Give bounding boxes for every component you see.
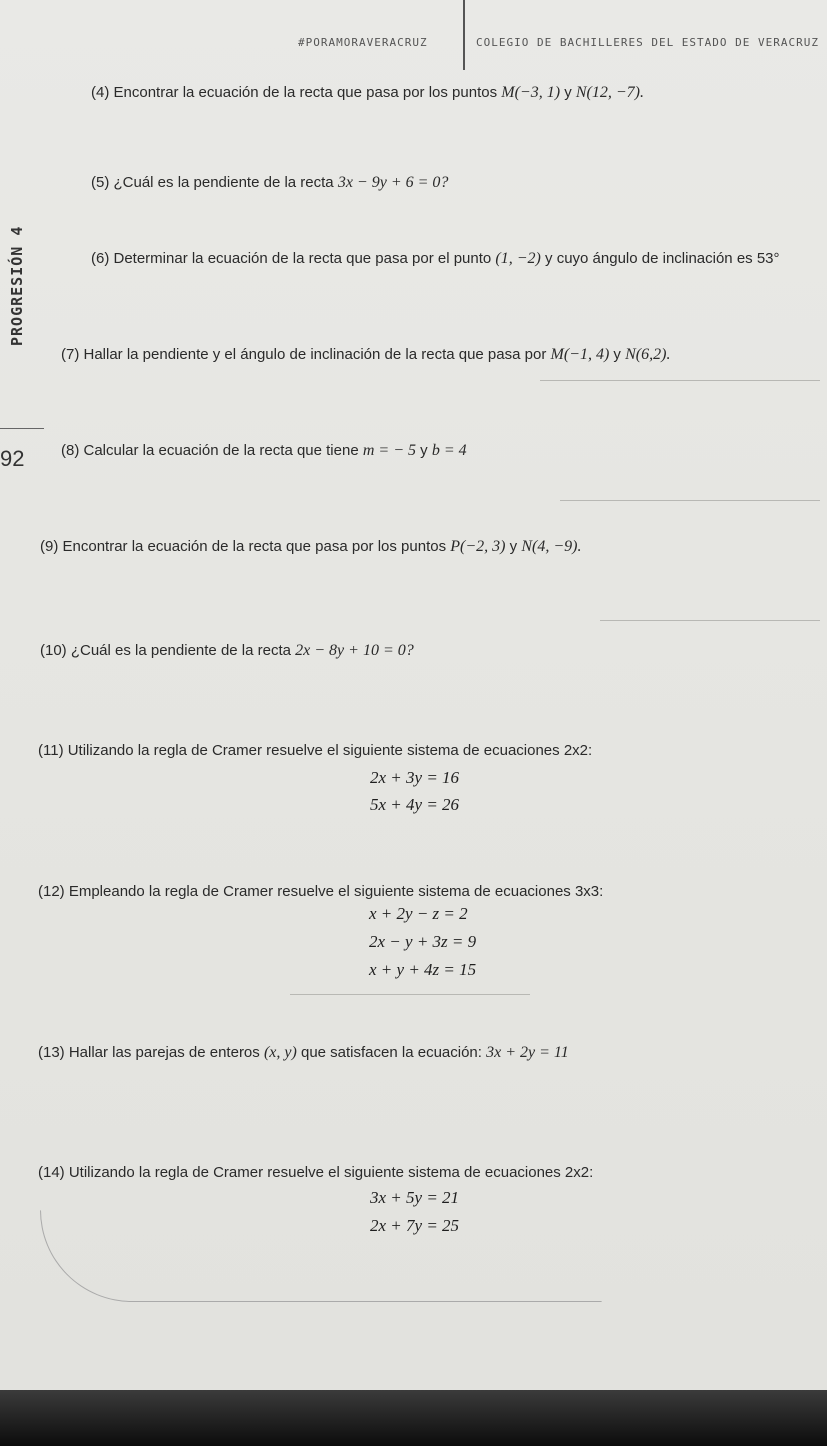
equation: 5x + 4y = 26: [370, 795, 460, 814]
sidebar-rule: [0, 428, 44, 429]
equation: 3x + 5y = 21: [370, 1188, 460, 1207]
equation: 2x − y + 3z = 9: [369, 932, 477, 951]
divider-line: [290, 994, 530, 995]
divider-line: [540, 380, 820, 381]
divider-line: [560, 500, 820, 501]
header-divider: [463, 0, 465, 70]
question-7: (7) Hallar la pendiente y el ángulo de inclinación de la recta que pasa por M(−1, 4) y N(6,2).: [61, 346, 671, 363]
question-8: (8) Calcular la ecuación de la recta que tiene m = − 5 y b = 4: [61, 442, 467, 459]
page-number: 92: [0, 446, 25, 471]
question-4: (4) Encontrar la ecuación de la recta que pasa por los puntos M(−3, 1) y N(12, −7).: [91, 84, 644, 101]
question-12: (12) Empleando la regla de Cramer resuelve el siguiente sistema de ecuaciones 3x3:: [38, 883, 604, 900]
photo-dark-edge: [0, 1390, 827, 1446]
question-5: (5) ¿Cuál es la pendiente de la recta 3x − 9y + 6 = 0?: [91, 174, 449, 191]
question-13: (13) Hallar las parejas de enteros (x, y) que satisfacen la ecuación: 3x + 2y = 11: [38, 1044, 569, 1061]
hashtag-label: #PORAMORAVERACRUZ: [298, 36, 428, 49]
equation: x + 2y − z = 2: [369, 904, 468, 923]
question-10: (10) ¿Cuál es la pendiente de la recta 2x − 8y + 10 = 0?: [40, 642, 414, 659]
equation: 2x + 7y = 25: [370, 1216, 460, 1235]
equation: x + y + 4z = 15: [369, 960, 477, 979]
question-9: (9) Encontrar la ecuación de la recta que pasa por los puntos P(−2, 3) y N(4, −9).: [40, 538, 582, 555]
equation: 2x + 3y = 16: [370, 768, 460, 787]
section-label: PROGRESIÓN 4: [8, 225, 26, 346]
question-6: (6) Determinar la ecuación de la recta que pasa por el punto (1, −2) y cuyo ángulo de inclinación es 53°: [91, 250, 780, 267]
question-11: (11) Utilizando la regla de Cramer resuelve el siguiente sistema de ecuaciones 2x2:: [38, 742, 593, 759]
decorative-curve: [40, 1210, 602, 1302]
institution-name: COLEGIO DE BACHILLERES DEL ESTADO DE VERACRUZ: [476, 36, 820, 49]
question-14: (14) Utilizando la regla de Cramer resuelve el siguiente sistema de ecuaciones 2x2:: [38, 1164, 594, 1181]
divider-line: [600, 620, 820, 621]
